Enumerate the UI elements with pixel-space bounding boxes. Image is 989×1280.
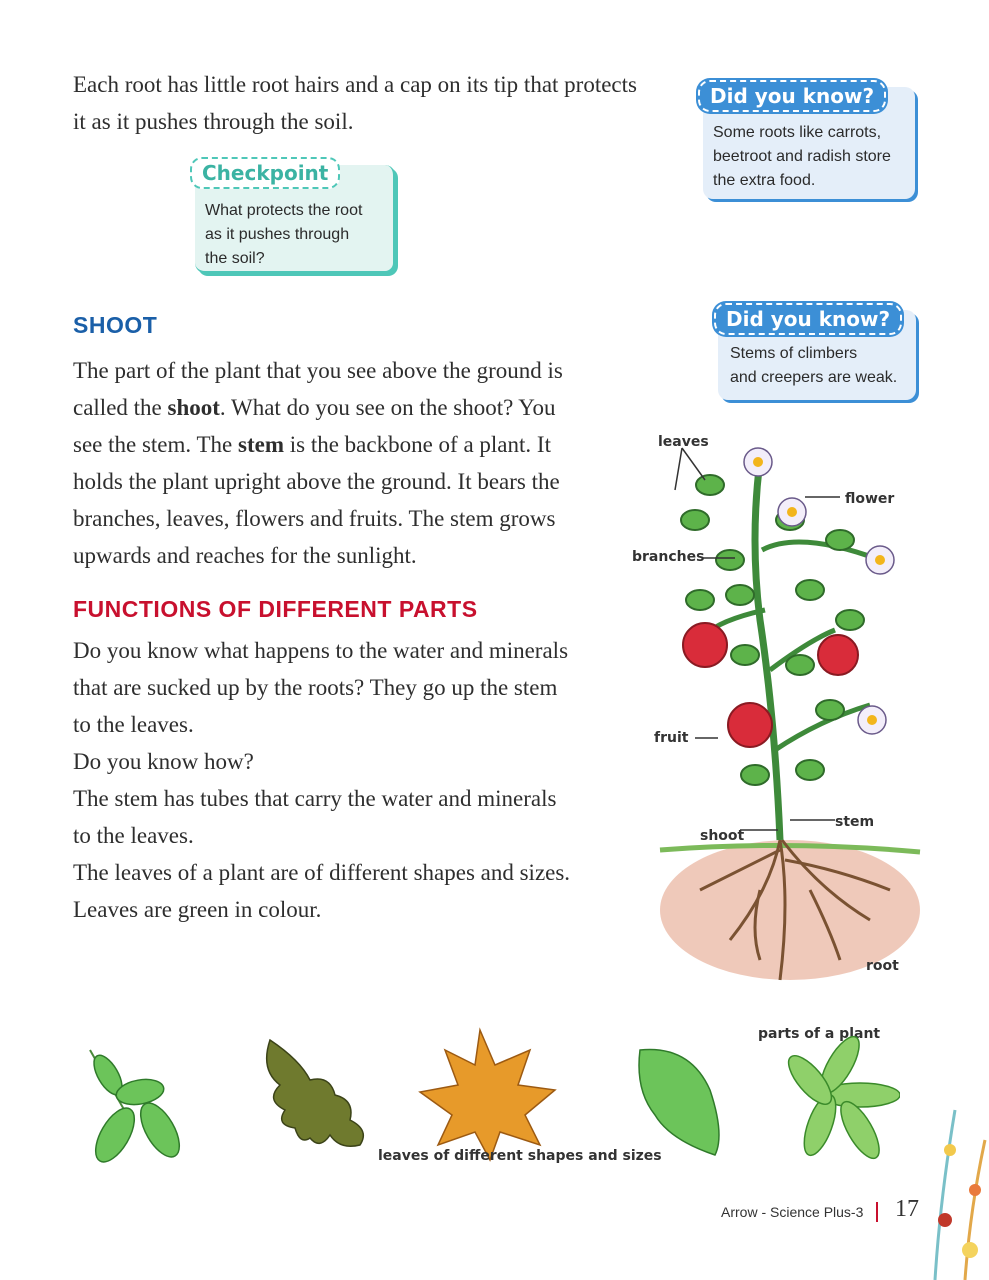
label-branches: branches <box>632 549 705 565</box>
shoot-line <box>73 426 633 463</box>
shoot-line: holds the plant upright above the ground. It bears the <box>73 469 560 494</box>
checkpoint-tag: Checkpoint <box>190 157 340 189</box>
functions-line: The leaves of a plant are of different shapes and sizes. <box>73 860 571 885</box>
intro-paragraph <box>73 66 693 140</box>
label-leaves: leaves <box>658 434 709 450</box>
plant-illustration <box>640 420 930 1020</box>
did-you-know-line: Stems of climbers <box>730 345 858 362</box>
shoot-paragraph <box>73 352 633 574</box>
functions-line: Leaves are green in colour. <box>73 897 322 922</box>
text-span: . What do you see on the shoot? You <box>219 395 556 420</box>
maple-leaf <box>420 1030 555 1160</box>
did-you-know-line: and creepers are weak. <box>730 369 898 386</box>
shoot-line: upwards and reaches for the sunlight. <box>73 543 417 568</box>
shoot-line: branches, leaves, flowers and fruits. The stem grows <box>73 506 556 531</box>
checkpoint-line: the soil? <box>205 250 265 267</box>
functions-line: that are sucked up by the roots? They go up the stem <box>73 675 558 700</box>
corner-decoration <box>915 1100 989 1280</box>
functions-line: to the leaves. <box>73 712 194 737</box>
heart-leaf <box>639 1050 719 1156</box>
plant-caption: parts of a plant <box>758 1026 881 1042</box>
checkpoint-line: What protects the root <box>205 202 363 219</box>
palmate-leaf <box>782 1031 900 1163</box>
did-you-know-text-2 <box>730 342 897 390</box>
functions-line: Do you know what happens to the water and minerals <box>73 638 569 663</box>
footer-divider <box>876 1202 878 1222</box>
intro-line: it as it pushes through the soil. <box>73 109 354 134</box>
functions-line: The stem has tubes that carry the water and minerals <box>73 786 557 811</box>
label-root: root <box>866 958 899 974</box>
shoot-line <box>73 389 633 426</box>
text-span: called the <box>73 395 168 420</box>
did-you-know-line: the extra food. <box>713 172 816 189</box>
functions-heading: FUNCTIONS OF DIFFERENT PARTS <box>73 596 478 622</box>
label-fruit: fruit <box>654 730 689 746</box>
shoot-line: The part of the plant that you see above the ground is <box>73 358 563 383</box>
oak-leaf <box>267 1040 364 1146</box>
did-you-know-tag-2: Did you know? <box>714 303 902 335</box>
functions-line: to the leaves. <box>73 823 194 848</box>
did-you-know-line: beetroot and radish store <box>713 148 891 165</box>
functions-line: Do you know how? <box>73 749 254 774</box>
branch <box>762 542 880 560</box>
functions-paragraph <box>73 632 633 928</box>
shoot-term: shoot <box>167 395 220 420</box>
footer-book-title: Arrow - Science Plus-3 <box>721 1204 864 1220</box>
shoot-heading: SHOOT <box>73 312 158 338</box>
page-number: 17 <box>895 1196 919 1222</box>
did-you-know-tag-1: Did you know? <box>698 80 886 112</box>
did-you-know-line: Some roots like carrots, <box>713 124 882 141</box>
label-shoot: shoot <box>700 828 745 844</box>
intro-line: Each root has little root hairs and a cap on its tip that protects <box>73 72 637 97</box>
compound-leaf <box>88 1050 187 1168</box>
label-stem: stem <box>835 814 875 830</box>
text-span: is the backbone of a plant. It <box>283 432 551 457</box>
text-span: see the stem. The <box>73 432 238 457</box>
leaves-caption: leaves of different shapes and sizes <box>378 1148 662 1164</box>
did-you-know-text-1 <box>713 121 891 193</box>
stem-term: stem <box>238 432 284 457</box>
checkpoint-text <box>205 199 362 271</box>
checkpoint-line: as it pushes through <box>205 226 350 243</box>
label-flower: flower <box>845 491 895 507</box>
